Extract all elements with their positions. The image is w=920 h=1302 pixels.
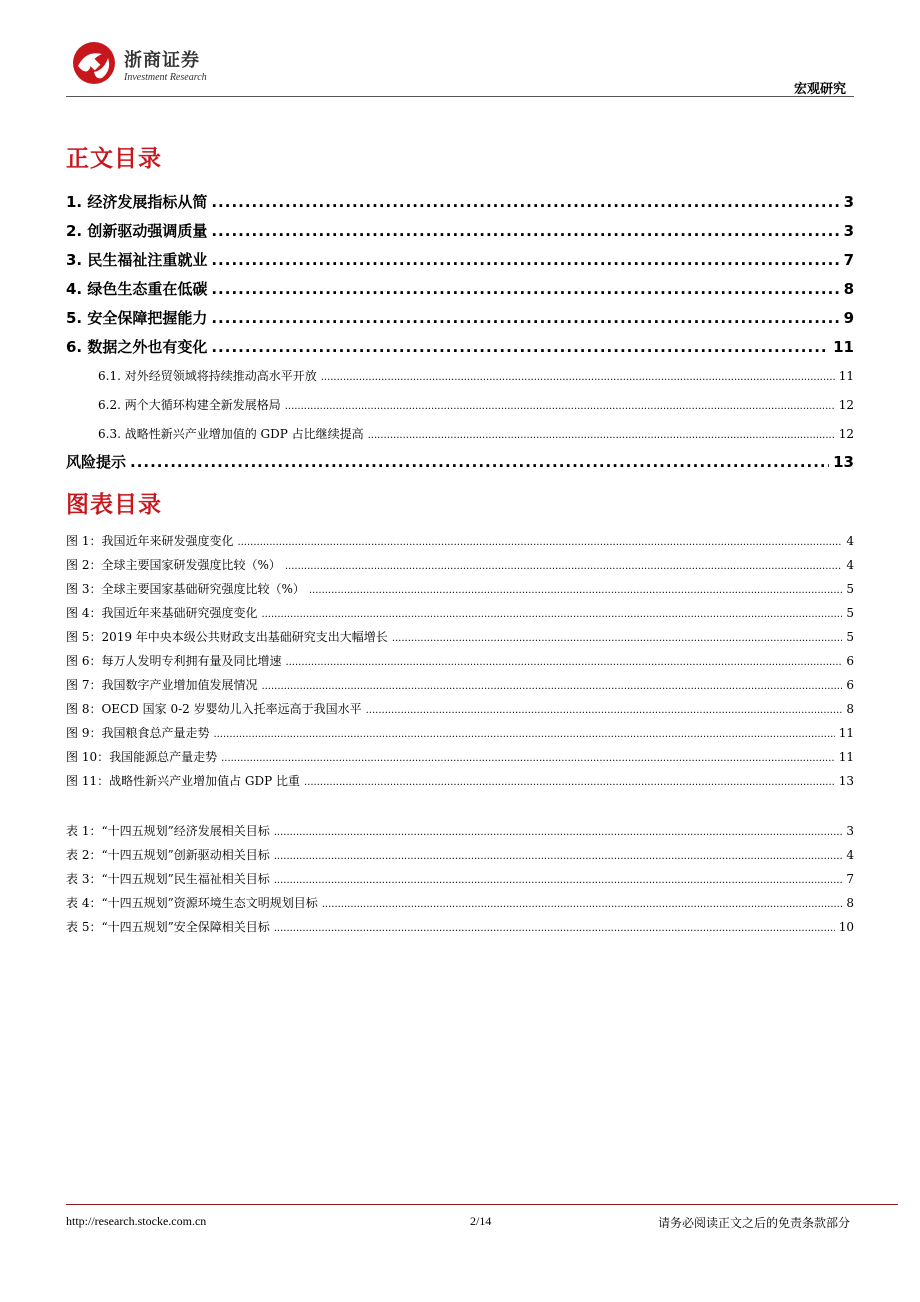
leader-dots (213, 729, 834, 740)
leader-dots (285, 401, 835, 412)
figure-entry[interactable] (66, 700, 854, 717)
toc-entry-label: 风险提示 (66, 453, 127, 471)
leader-dots (261, 681, 842, 692)
toc-entry[interactable] (66, 191, 854, 212)
figure-entry-page: 5 (846, 630, 854, 644)
footer-url-link[interactable]: http://research.stocke.com.cn (66, 1214, 207, 1228)
leader-dots (321, 372, 835, 383)
figure-entry[interactable] (66, 772, 854, 789)
toc-entry-label: 5. 安全保障把握能力 (66, 309, 208, 327)
toc-entry-page: 12 (838, 398, 854, 412)
figure-entry-label: 图 1：我国近年来研发强度变化 (66, 534, 234, 548)
figure-entry-label: 图 9：我国粮食总产量走势 (66, 726, 210, 740)
toc-entry-label: 6.2. 两个大循环构建全新发展格局 (98, 398, 281, 412)
toc-entry[interactable] (66, 278, 854, 299)
toc-entry[interactable] (66, 307, 854, 328)
toc-entry-page: 3 (843, 222, 854, 240)
toc-entry-page: 3 (843, 193, 854, 211)
table-entry-page: 4 (846, 848, 854, 862)
toc-entry-page: 12 (838, 427, 854, 441)
leader-dots (211, 222, 839, 240)
disclaimer-note: 请务必阅读正文之后的免责条款部分 (657, 1216, 850, 1230)
brand-tagline: Investment Research (124, 72, 207, 83)
figure-entry-page: 8 (846, 702, 854, 716)
toc-entry-label: 3. 民生福祉注重就业 (66, 251, 208, 269)
figure-entry-label: 图 3：全球主要国家基础研究强度比较（%） (66, 582, 305, 596)
toc-entry[interactable] (66, 451, 854, 472)
section-label: 宏观研究 (793, 82, 846, 97)
figure-entry-label: 图 11：战略性新兴产业增加值占 GDP 比重 (66, 774, 300, 788)
figure-entry-label: 图 2：全球主要国家研发强度比较（%） (66, 558, 281, 572)
leader-dots (274, 875, 843, 886)
table-entry[interactable] (66, 894, 854, 911)
figure-entry-page: 6 (846, 654, 854, 668)
toc-entry-label: 6.1. 对外经贸领域将持续推动高水平开放 (98, 369, 317, 383)
figure-entry[interactable] (66, 748, 854, 765)
table-entry-page: 10 (838, 920, 854, 934)
figure-entry-page: 5 (846, 582, 854, 596)
table-entry-label: 表 1：“十四五规划”经济发展相关目标 (66, 824, 270, 838)
figure-entry-page: 4 (846, 558, 854, 572)
toc-entry-label: 4. 绿色生态重在低碳 (66, 280, 208, 298)
figure-entry-page: 11 (838, 750, 854, 764)
figure-entry-page: 5 (846, 606, 854, 620)
table-entry[interactable] (66, 918, 854, 935)
brand-name: 浙商证券 (124, 50, 200, 71)
leader-dots (322, 899, 843, 910)
leader-dots (211, 309, 839, 327)
leader-dots (274, 827, 843, 838)
toc-entry-page: 7 (843, 251, 854, 269)
toc-heading: 正文目录 (66, 146, 162, 172)
leader-dots (285, 561, 843, 572)
toc-subentry[interactable] (98, 396, 854, 413)
toc-entry-label: 6. 数据之外也有变化 (66, 338, 208, 356)
leader-dots (274, 851, 843, 862)
toc-entry-label: 2. 创新驱动强调质量 (66, 222, 208, 240)
leader-dots (368, 430, 835, 441)
figure-entry[interactable] (66, 532, 854, 549)
table-entry-label: 表 4：“十四五规划”资源环境生态文明规划目标 (66, 896, 318, 910)
figure-entry-page: 13 (838, 774, 854, 788)
figure-entry[interactable] (66, 724, 854, 741)
table-entry-page: 3 (846, 824, 854, 838)
toc-entry[interactable] (66, 249, 854, 270)
leader-dots (285, 657, 842, 668)
table-entry-label: 表 2：“十四五规划”创新驱动相关目标 (66, 848, 270, 862)
table-entry-label: 表 3：“十四五规划”民生福祉相关目标 (66, 872, 270, 886)
toc-entry-label: 6.3. 战略性新兴产业增加值的 GDP 占比继续提高 (98, 427, 364, 441)
table-entry[interactable] (66, 870, 854, 887)
toc-entry-page: 11 (838, 369, 854, 383)
toc-entry[interactable] (66, 220, 854, 241)
toc-entry-label: 1. 经济发展指标从简 (66, 193, 208, 211)
toc-entry-page: 8 (843, 280, 854, 298)
leader-dots (366, 705, 843, 716)
header-divider (66, 96, 854, 97)
toc-entry[interactable] (66, 336, 854, 357)
figure-entry-page: 6 (846, 678, 854, 692)
table-entry-page: 7 (846, 872, 854, 886)
toc-entry-page: 9 (843, 309, 854, 327)
leader-dots (211, 251, 839, 269)
figure-entry-page: 11 (838, 726, 854, 740)
leader-dots (309, 585, 843, 596)
table-entry-page: 8 (846, 896, 854, 910)
figure-entry[interactable] (66, 652, 854, 669)
figure-entry-label: 图 7：我国数字产业增加值发展情况 (66, 678, 258, 692)
figure-entry[interactable] (66, 556, 854, 573)
figure-entry-label: 图 4：我国近年来基础研究强度变化 (66, 606, 258, 620)
leader-dots (304, 777, 835, 788)
figure-entry-label: 图 5：2019 年中央本级公共财政支出基础研究支出大幅增长 (66, 630, 388, 644)
leader-dots (274, 923, 835, 934)
figure-entry[interactable] (66, 676, 854, 693)
figure-entry-label: 图 10：我国能源总产量走势 (66, 750, 218, 764)
leader-dots (221, 753, 835, 764)
leader-dots (130, 453, 829, 471)
leader-dots (211, 338, 829, 356)
leader-dots (211, 193, 839, 211)
figure-entry[interactable] (66, 628, 854, 645)
figure-entry-label: 图 8：OECD 国家 0-2 岁婴幼儿入托率远高于我国水平 (66, 702, 362, 716)
toc-subentry[interactable] (98, 425, 854, 442)
figure-entry-page: 4 (846, 534, 854, 548)
figure-entry[interactable] (66, 604, 854, 621)
toc-entry-page: 11 (833, 338, 854, 356)
figure-entry[interactable] (66, 580, 854, 597)
leader-dots (261, 609, 842, 620)
figure-entry-label: 图 6：每万人发明专利拥有量及同比增速 (66, 654, 282, 668)
company-logo-icon (68, 40, 120, 86)
table-entry[interactable] (66, 846, 854, 863)
table-entry-label: 表 5：“十四五规划”安全保障相关目标 (66, 920, 270, 934)
figure-index-heading: 图表目录 (66, 492, 162, 518)
leader-dots (392, 633, 843, 644)
leader-dots (237, 537, 842, 548)
toc-entry-page: 13 (833, 453, 854, 471)
page-number: 2/14 (470, 1214, 492, 1228)
toc-subentry[interactable] (98, 367, 854, 384)
leader-dots (211, 280, 839, 298)
table-entry[interactable] (66, 822, 854, 839)
footer-divider (66, 1204, 898, 1205)
